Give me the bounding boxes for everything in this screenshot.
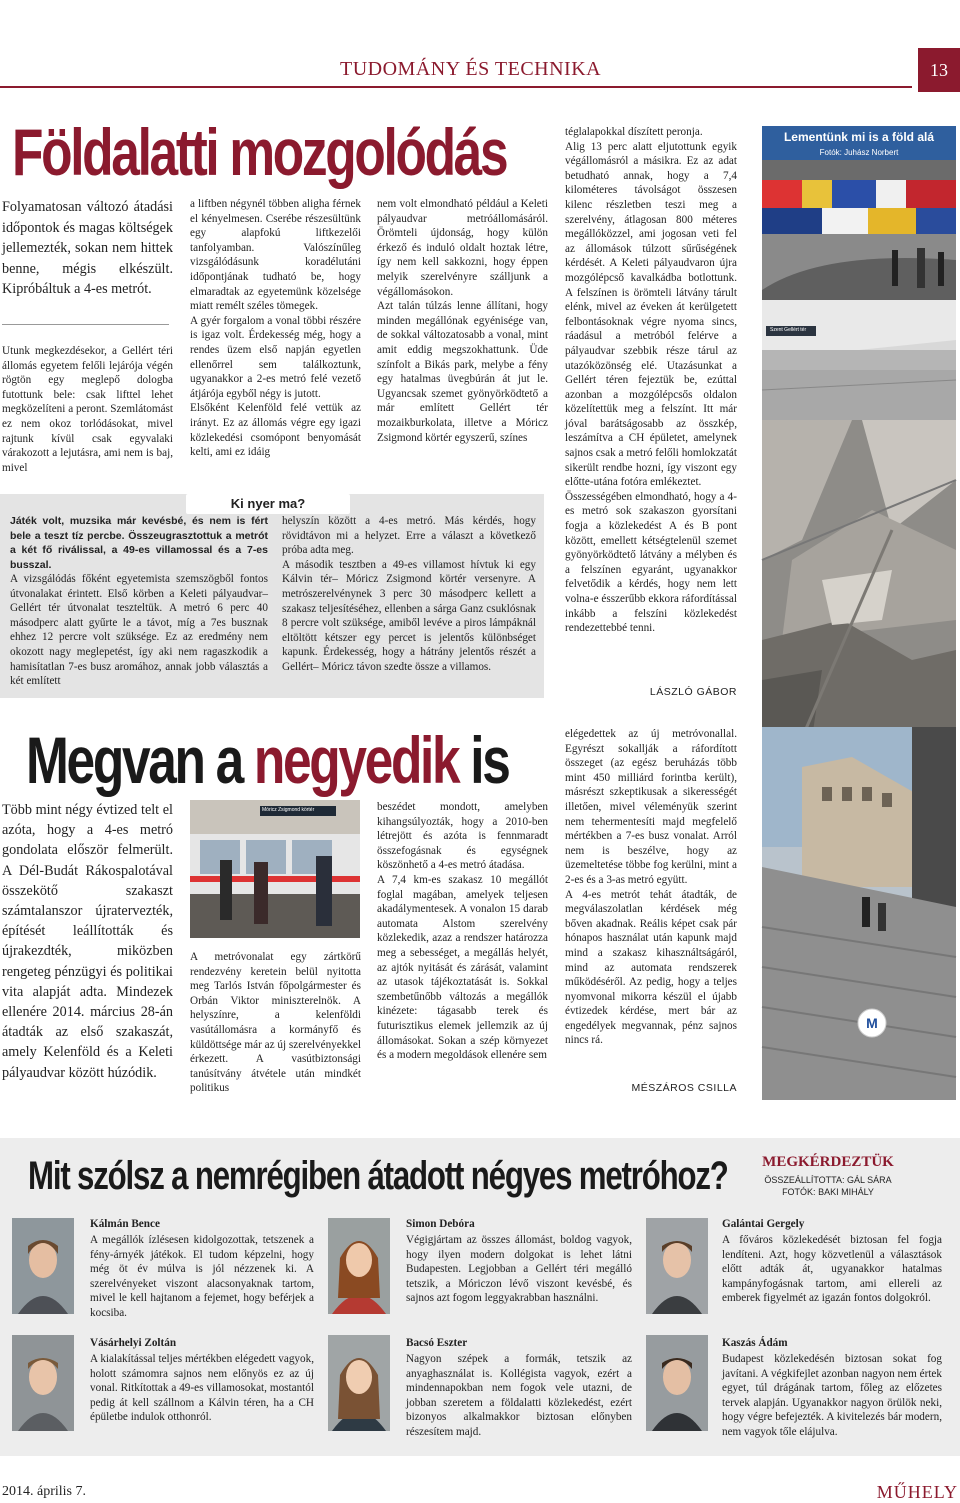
person-quote: A főváros közlekedését biztosan fel fogja lendíteni. Azt, hogy közvetlenül a választások előtt adták át, ugyanakkor hatalmas kampányfogásnak tartom, ami ellereli az emberek figyelmét az igazán fontos dolgokról. [722,1234,942,1305]
person-name: Vásárhelyi Zoltán [90,1337,177,1349]
article2-title-part3: is [470,723,509,797]
metro-train-photo [190,800,360,938]
photo-strip-title: Lementünk mi is a föld alá [762,126,956,148]
article2-author: MÉSZÁROS CSILLA [631,1082,737,1094]
station-photo-colorful [762,160,956,300]
article1-title: Földalatti mozgolódás [12,115,507,189]
article2-title-part2: negyedik [253,723,459,797]
person-name: Kálmán Bence [90,1218,160,1230]
header-rule [0,86,912,88]
person-quote: Budapest közlekedésén biztosan sokat fog javítani. A végkifejlet azonban nagyon nem értek egyet, túl drágának tartom, főleg az előzetes tervek alapján. Ugyanakkor nagyon örülök neki, hogy végre befejezték. A kivitelezés bár modern, nem vagyok tőle elájulva. [722,1353,942,1438]
footer-brand: MŰHELY [876,1482,958,1502]
article1-col3: nem volt elmondható például a Keleti pályaudvar metróállomásáról. Örömteli újdonság, hogy külön érkező és induló oldalt hoztak létre, így nem kell sakkozni, hogy éppen melyik szerelvényre szálljunk a végállomásokon. Azt talán túlzás lenne állítani, hogy minden megállónak egyénisége van, de sokkal változatosabb a vonal, mint amit eddig megszokhattunk. Üde színfolt a Bikás park, melybe a fény egy hatalmas üvegbúrán át jut le. Ugyancsak szemet gyönyörködtető a már említett Gellért tér mozaikburkolata, illetve a Móricz Zsigmond körtér egyszerű, színes [377,198,548,444]
box-title: Ki nyer ma? [186,494,350,514]
station-photo-platform [762,300,956,420]
person-quote: Nagyon szépek a formák, tetszik az anyaghasználat is. Kollégista vagyok, ezért a mindennapokban nem fogok vele utazni, de jobban szeretem a földalatti közlekedést, ezért bizonyos alkalmakkor biztosan előnyben részesítem majd. [406,1353,632,1438]
article2-col3: beszédet mondott, amelyben kihangsúlyozták, hogy a 2010-ben létrejött és azóta is fennmaradt összefogásnak és egységnek köszönhető a 4-es metró átadása. A 7,4 km-es szakasz 10 megállót foglal magában, amelyek teljesen akadálymentesek. A vonalon 15 darab automata Alstom szerelvény közlekedik, azaz a rendszer határozza meg a sebességet, a megállás helyét, az ajtók nyitását és zárását, valamint az utasok tájékoztatását is. Sokkal szembetűnőbb változás a megállók kinézete: tágasabb terek és futurisztikus elemek jellemzik az új állomásokat. Sokan a szép környezet és a modern megoldások ellenére sem [377,801,548,1062]
article2-col4: elégedettek az új metróvonallal. Egyrészt sokallják a ráfordított összeget (az egész beruházás több mint 450 milliárd forintba került), másrészt szkeptikusak a sikerességét illetően, mivel véleményük szerint nem tehermentesíti majd megfelelő mértékben a 7-es busz vonalat. Arról nem is beszélve, hogy az üzemeltetése többe fog kerülni, mint a 2-es és a 3-as metró együtt. A 4-es metrót tehát átadták, de megválaszolatlan kérdések még bőven akadnak. Reális képet csak pár hónapos használat után kapunk majd mind a szakasz kihasználtságáról, mind az automata rendszerek működéséről. Az pedig, hogy a teljes nyomvonal mikorra készül el újabb évtizedek kérdése, mert bár az engedélyek megvannak, pénz sajnos nincs rá. [565,728,737,1047]
article1-col1: Utunk megkezdésekor, a Gellért téri állomás egyetem felőli lejárója végén rögtön egy meglepő dologba futottunk bele: csak lifttel lehet megközelíteni a peront. Szemlátomást ez nem okoz torlódásokat, mivel rajtunk kívül csak egyvalaki várakozott a lejutásra, ami nem is baj, mivel [2,345,173,474]
photo-strip-credit: Fotók: Juhász Norbert [762,148,956,160]
person-name: Kaszás Ádám [722,1337,788,1349]
avatar-bacso-eszter [328,1335,390,1431]
article1-col2: a liftben négynél többen aligha férnek el kényelmesen. Cserébe részesültünk egy alapfokú liftkezelői tanfolyamban. Valószínűleg vizsgálódásunk koradélutáni időpontjának tudható be, hogy elmaradtak az egyetemünk közelsége miatt remélt széles tömegek. A gyér forgalom a vonal többi részére is igaz volt. Érdekesség még, hogy a rendes üzem első napján egyetlen ellenőrrel sem találkoztunk, ugyanakkor a 2-es metró felé vezető átjárója egyből négy is jutott. Elsőként Kelenföld felé vettük az irányt. Ez az állomás végre egy igazi közlekedési csomópont benyomását kelti, ami ez idáig [190,198,361,459]
survey-photos-credit: FOTÓK: BAKI MIHÁLY [782,1187,874,1197]
lead-divider [2,324,169,325]
avatar-kaszas-adam [646,1335,708,1431]
article2-lead: Több mint négy évtized telt el azóta, hogy a 4-es metró gondolata először felmerült. A Dél-Budát Rákospalotával összekötő szakaszt számtalanszor újratervezték, építését leállították és újrakezdték, miközben rengeteg pénzügyi és politikai vita alapját adta. Mindezek ellenére 2014. március 28-án átadták az első szakaszát, amely Kelenföld és a Keleti pályaudvar között húzódik. [2,802,173,1081]
article2-title [26,720,509,800]
avatar-kalman-bence [12,1218,74,1314]
photo-strip [762,126,956,738]
person-quote: A kialakítással teljes mértékben elégedett vagyok, holott számomra sajnos nem előnyös ez az új vonal. Ritkítottak a 49-es villamosokat, mostantól pedig át kell szállnom a Kálvin téren, ha a CH épületbe indulok otthonról. [90,1353,314,1424]
person-quote: Végigjártam az összes állomást, boldog vagyok, hogy ilyen modern dolgokat is lehet látni Budapesten. Legjobban a Gellért téri megálló tetszik, a Móriczon lévő viszont kevésbé, és sajnos azt fogom leggyakrabban használni. [406,1234,632,1305]
box-lead: Játék volt, muzsika már kevésbé, és nem is fért bele a teszt tíz percbe. Összeugrasztottuk a metrót a két fő riválissal, a 49-es villamossal és a 7-es busszal. [10,515,268,571]
article2-col2: A metróvonalat egy zártkörű rendezvény keretein belül nyitotta meg Tarlós István főpolgármester és Orbán Viktor miniszterelnök. A helyszínre, a kelenföldi vasútállomásra a kormányfő és küldöttsége már az új szerelvényekkel érkezett. A vasútbiztonsági tanúsítvány átvétele után mindkét politikus [190,951,361,1095]
survey-title: Mit szólsz a nemrégiben átadott négyes metróhoz? [28,1154,728,1198]
person-name: Galántai Gergely [722,1218,805,1230]
avatar-galantai-gergely [646,1218,708,1314]
avatar-simon-debora [328,1218,390,1314]
page-number: 13 [918,48,960,92]
survey-compiled: ÖSSZEÁLLÍTOTTA: GÁL SÁRA [764,1175,892,1185]
box-col1: A vizsgálódás főként egyetemista szemszögből fontos útvonalakat érintett. Első körben a Keleti pályaudvar– Gellért tér útvonalat teszteltük. A metró 6 perc 40 másodperc alatt gyűrte le a távot, míg a 7es busznak ehhez 12 percre volt szüksége. Ez az eredmény nem okozott nagy meglepetést, így aki nem ragaszkodik a hamisítatlan 7-es busz aromához, annak jobb választás a két említett [10,573,268,688]
person-name: Simon Debóra [406,1218,475,1230]
person-name: Bacsó Eszter [406,1337,468,1349]
article1-col4: téglalapokkal díszített peronja. Alig 13 perc alatt eljutottunk egyik végállomásról a másikra. Ez az adat betudható annak, hogy a 7,4 kilométeres távolságot összesen kilenc részletben teszi meg a szerelvény, átlagosan 800 méteres megállóközzel, ami jogosan veti fel az állomások túlzott sűrűségének kérdését. A Keleti pályaudvaron újra mozgólépcső kavalkádba botlottunk. A felszínen is örömteli látvány tárult elénk, mivel az éveken át kerülgetett felbontásoknak végre nyoma sincs, ráadásul a metróból felérve a pályaudvar szebbik része tárul az utazóközönség elé. Utazásunkat a Gellért téren fejeztük be, ezúttal azonban a mozgólépcsős oldalon közelítettük meg a felszínt. Itt már jóval barátságosabb az összkép, leszámítva a CH épületet, amelynek sajnos csak a metró felőli homlokzatát sikerült rendbe hozni, így viszont egy előtte-utána fotóra emlékeztet. Összességében elmondható, hogy a 4-es metró sok szakaszon gyorsítani fogja a közlekedést A és B pont között, emellett kétségtelenül szemet gyönyörködtető látvány a mélyben és a felszínen egyaránt, ugyanakkor felvetődik a kérdés, hogy nem lett volna-e ésszerűbb ekkora ráfordítással inkább a felszíni közlekedést rendezettebbé tenni. [565,126,737,635]
article2-title-part1: Megvan a [26,723,242,797]
footer-date: 2014. április 7. [2,1484,86,1499]
survey-tag: MEGKÉRDEZTÜK [762,1154,894,1170]
box-col2: helyszín között a 4-es metró. Más kérdés, hogy rövidtávon mi a helyzet. Erre a választ a következő próba adta meg. A második tesztben a 49-es villamost hívtuk ki egy Kálvin tér– Móricz Zsigmond körtér versenyre. A metrószerelvénynek 3 perc 30 másodperc kellett a szakasz teljesítéséhez, ellenben a sárga Ganz csuklósnak 8 percre volt szüksége, amiből levéve a piros lámpáknál eltöltött kétszer egy percet is jelentős különbséget kapunk. Érdekesség, hogy a hátrány jelentős részét a Gellért– Móricz távon szedte össze a villamos. [282,515,536,673]
section-title: TUDOMÁNY ÉS TECHNIKA [340,58,602,80]
avatar-vasarhelyi-zoltan [12,1335,74,1431]
person-quote: A megállók ízlésesen kidolgozottak, tetszenek a fény-árnyék játékok. El tudom képzelni, hogy még öt év múlva is jól nézzenek ki. A szerelvényeket viszont alacsonyaknak tartom, mivel le kell hajtanom a fejemet, hogy beférjek a kocsiba. [90,1234,314,1319]
metro-station-sign: Móricz Zsigmond körtér [262,807,315,813]
station-sign: Szent Gellért tér [770,327,807,333]
article1-lead: Folyamatosan változó átadási időpontok és magas költségek jellemezték, sokan nem hittek benne, mégis elkészült. Kipróbáltuk a 4-es metrót. [2,199,173,297]
station-photo-concrete [762,420,956,738]
svg-text:M: M [866,1015,878,1031]
station-exit-photo [762,727,956,1100]
article1-author: LÁSZLÓ GÁBOR [649,686,737,698]
